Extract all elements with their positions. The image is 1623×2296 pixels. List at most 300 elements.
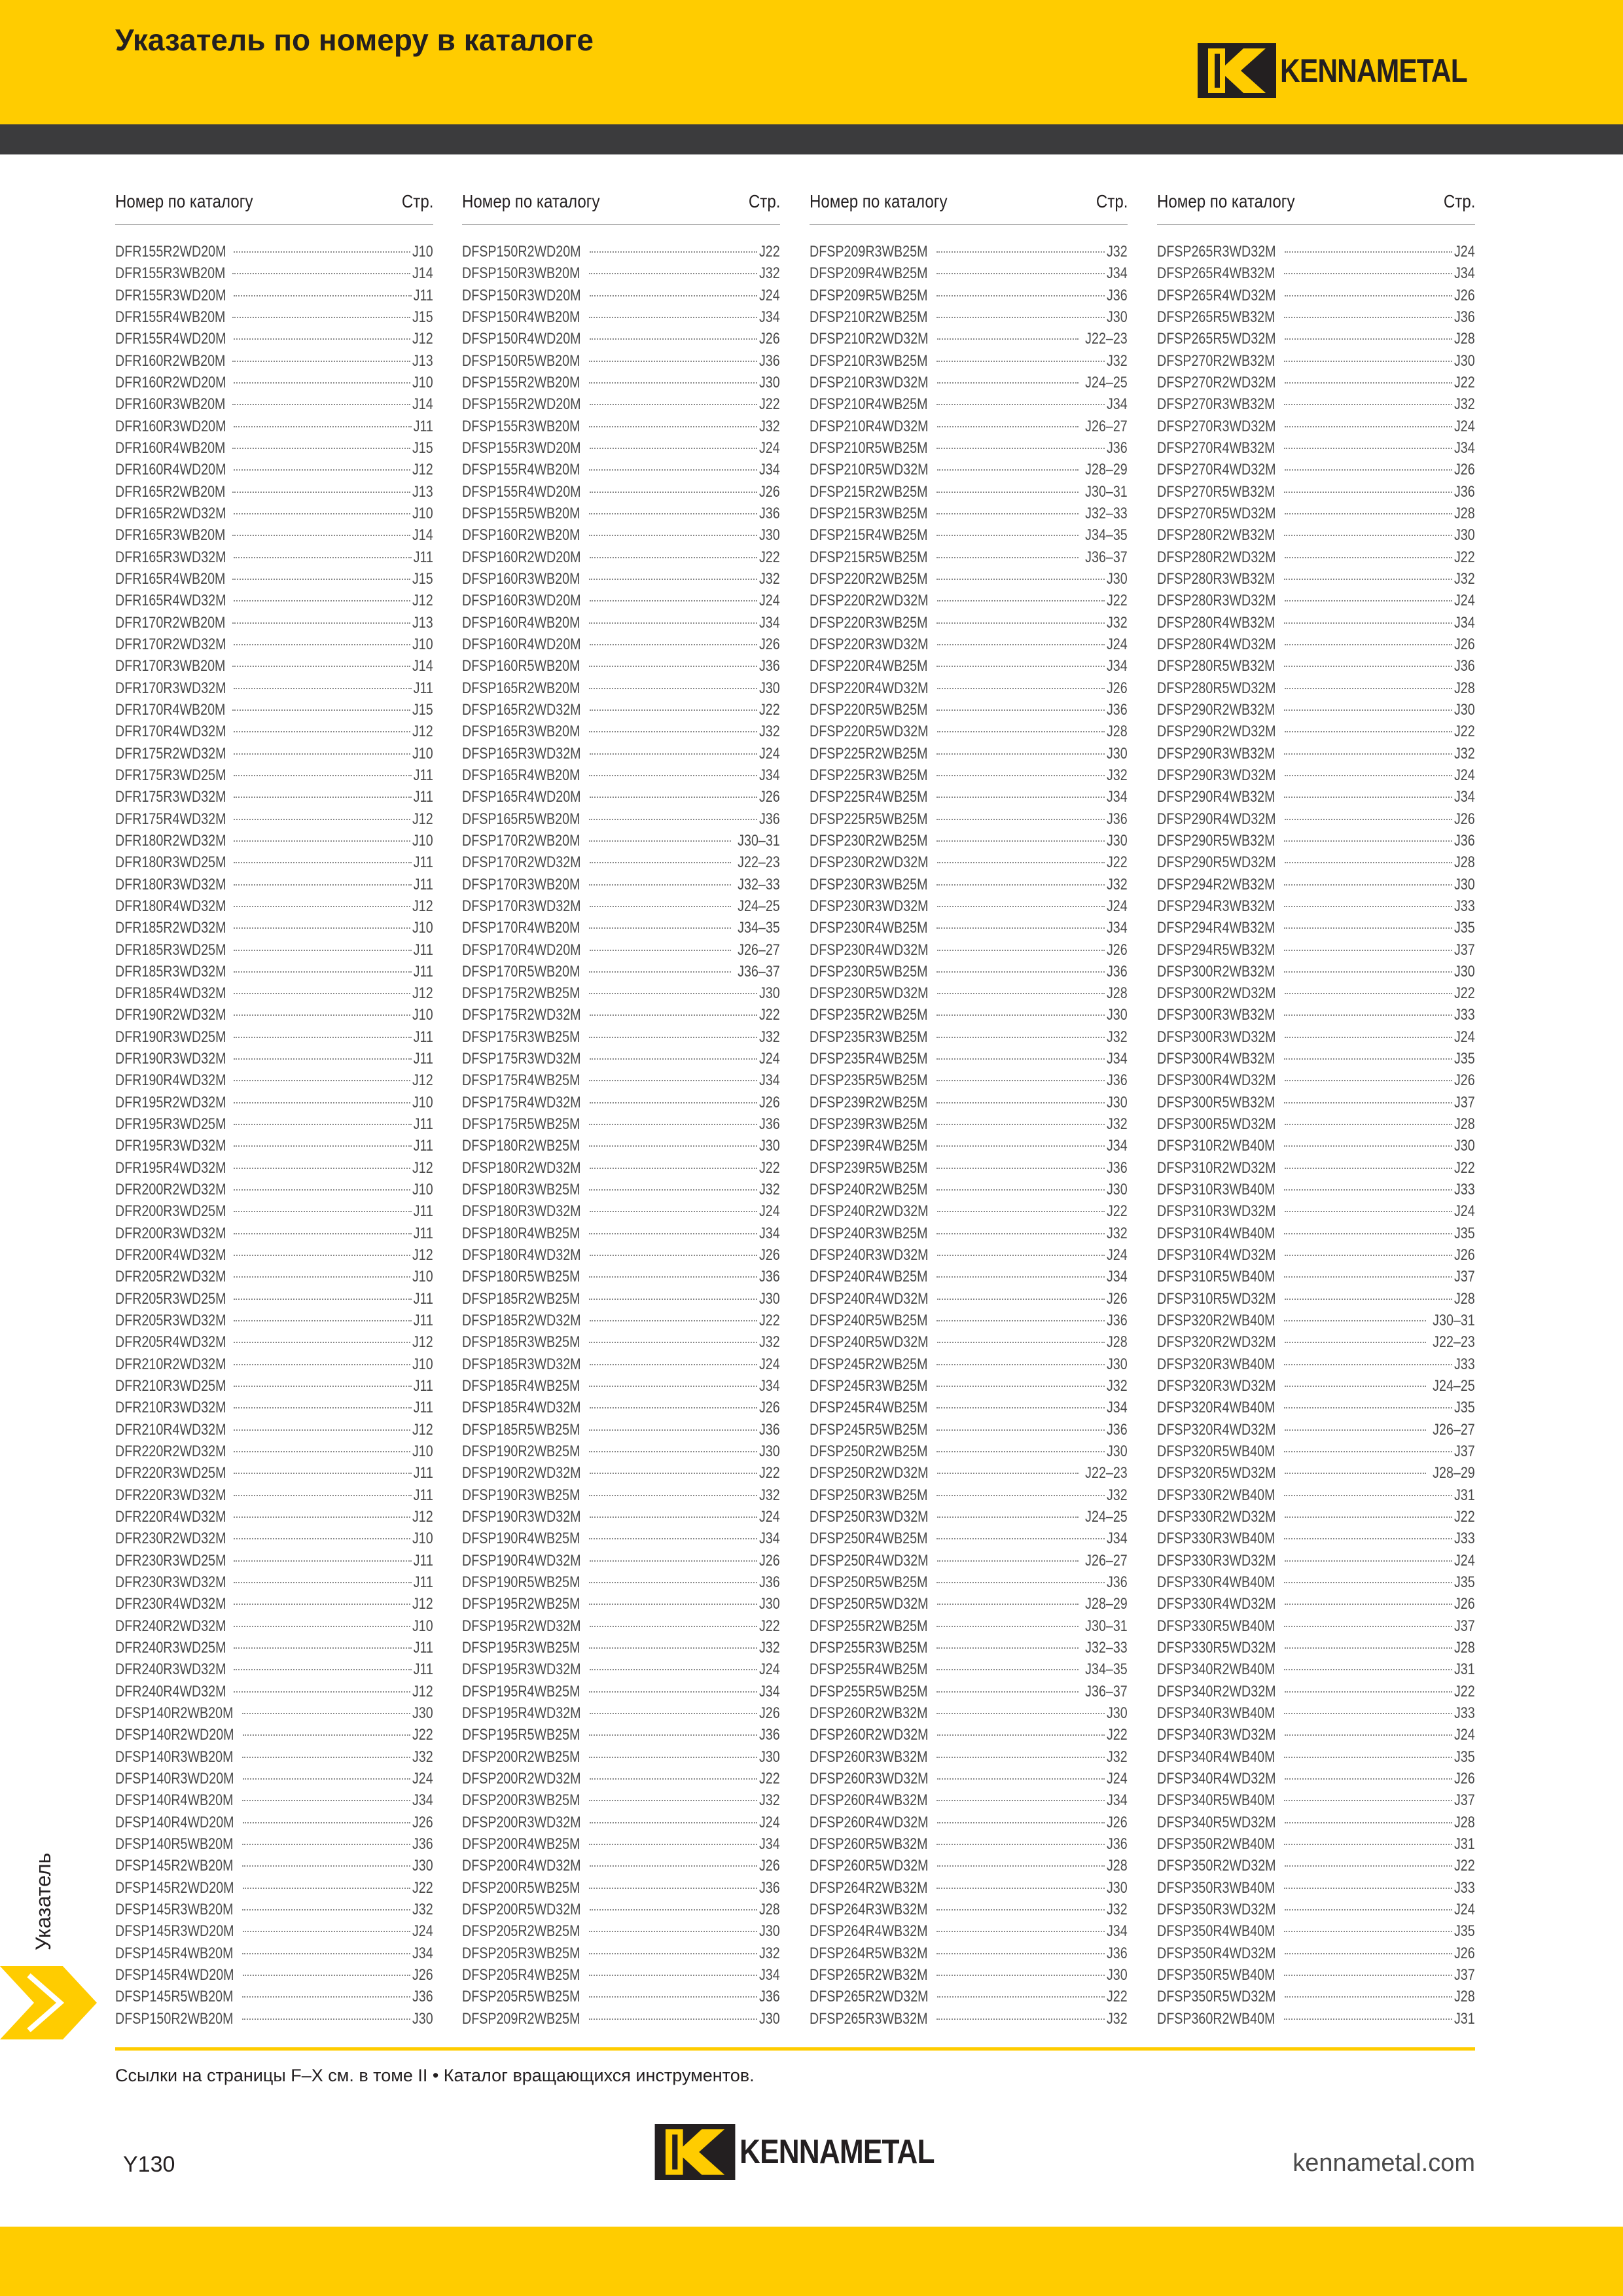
page-reference: J35 [1454, 1224, 1475, 1242]
catalog-number: DFSP180R2WB25M [462, 1137, 580, 1155]
index-entry [115, 852, 433, 873]
index-entry [462, 1789, 780, 1811]
index-entry [462, 1113, 780, 1135]
page-reference: J36 [759, 1115, 780, 1134]
page-reference: J34 [759, 1965, 780, 1984]
index-entry [1157, 1004, 1475, 1026]
dot-leader [1284, 1014, 1452, 1016]
dot-leader [589, 382, 757, 384]
page-reference: J32 [1107, 243, 1128, 260]
catalog-number: DFSP160R2WD20M [462, 548, 581, 566]
index-entry [1157, 1855, 1475, 1876]
page-reference: J34 [1107, 1137, 1128, 1155]
page-reference: J32 [412, 1748, 433, 1766]
catalog-number: DFSP170R4WD20M [462, 941, 581, 959]
page-reference: J24 [759, 439, 780, 457]
index-entry [115, 1550, 433, 1571]
page-reference: J36 [1107, 810, 1128, 828]
dot-leader [1285, 1255, 1452, 1256]
dot-leader [234, 1516, 411, 1518]
index-entry [462, 1855, 780, 1876]
index-entry [1157, 961, 1475, 982]
index-entry [462, 1354, 780, 1375]
catalog-number: DFSP250R3WD32M [810, 1508, 929, 1526]
index-entry [810, 1026, 1128, 1048]
index-entry [810, 547, 1128, 568]
dot-leader [589, 1734, 757, 1736]
dot-leader [1284, 1844, 1452, 1845]
page-reference: J33 [1454, 1704, 1475, 1722]
index-entry [115, 895, 433, 917]
page-reference: J30–31 [1085, 1617, 1128, 1635]
catalog-number: DFSP185R2WD32M [462, 1312, 581, 1330]
index-entry [462, 1920, 780, 1942]
page-reference: J24 [1454, 1028, 1475, 1046]
catalog-number: DFR195R3WD32M [115, 1137, 226, 1155]
catalog-number: DFSP180R2WD32M [462, 1158, 581, 1177]
dot-leader [589, 1145, 757, 1147]
index-entry [810, 1943, 1128, 1964]
catalog-number: DFSP310R3WD32M [1157, 1202, 1276, 1221]
catalog-number: DFSP270R2WD32M [1157, 373, 1276, 391]
page-reference: J30 [759, 679, 780, 697]
page-reference: J12 [412, 1420, 433, 1439]
page-reference: J36 [1454, 308, 1475, 326]
index-entry [115, 1506, 433, 1528]
catalog-number: DFSP230R3WD32M [810, 897, 929, 915]
dot-leader [590, 644, 757, 645]
page-reference: J12 [412, 1246, 433, 1265]
index-entry [462, 1528, 780, 1549]
dot-leader [234, 1538, 411, 1539]
page-reference: J26–27 [1085, 417, 1128, 435]
website-link[interactable]: kennametal.com [1293, 2149, 1475, 2177]
page-reference: J24 [759, 1355, 780, 1373]
index-entry [1157, 1135, 1475, 1157]
code-header: Номер по каталогу [115, 191, 253, 211]
index-entry [810, 416, 1128, 437]
page-reference: J22 [759, 1158, 780, 1177]
catalog-number: DFSP290R2WD32M [1157, 723, 1276, 741]
index-entry [810, 590, 1128, 611]
dot-leader [589, 622, 757, 624]
page-reference: J32 [1107, 1028, 1128, 1046]
dot-leader [234, 753, 411, 755]
catalog-number: DFSP340R5WB40M [1157, 1791, 1275, 1810]
catalog-number: DFSP185R2WB25M [462, 1289, 580, 1308]
page-reference: J24 [1454, 766, 1475, 784]
page-reference: J34–35 [1085, 526, 1128, 545]
catalog-number: DFSP155R3WB20M [462, 417, 580, 435]
index-entry [810, 328, 1128, 350]
index-entry [810, 1615, 1128, 1637]
catalog-number: DFSP220R3WB25M [810, 613, 928, 632]
dot-leader [936, 492, 1079, 493]
catalog-number: DFSP230R5WB25M [810, 962, 928, 980]
page-reference: J32 [759, 1028, 780, 1046]
page-reference: J10 [412, 1006, 433, 1024]
catalog-number: DFSP330R2WD32M [1157, 1508, 1276, 1526]
page-reference: J34–35 [1085, 1660, 1128, 1679]
page-reference: J12 [412, 330, 433, 348]
index-entry [115, 1789, 433, 1811]
catalog-number: DFSP155R5WB20M [462, 504, 580, 522]
index-entry [1157, 852, 1475, 873]
dot-leader [1284, 1364, 1452, 1365]
page-reference: J22–23 [1085, 330, 1128, 348]
dot-leader [1285, 338, 1452, 340]
dot-leader [589, 993, 757, 994]
index-entry [1157, 524, 1475, 546]
page-reference: J12 [412, 1333, 433, 1352]
index-entry [462, 503, 780, 524]
index-entry [115, 1964, 433, 1986]
index-entry [810, 852, 1128, 873]
page-reference: J26 [412, 1813, 433, 1831]
catalog-number: DFR160R4WB20M [115, 439, 226, 457]
dot-leader [936, 1757, 1105, 1758]
page-reference: J22–23 [1085, 1464, 1128, 1482]
catalog-number: DFSP300R4WD32M [1157, 1071, 1276, 1090]
catalog-number: DFSP140R3WD20M [115, 1769, 234, 1787]
page-reference: J34 [759, 308, 780, 326]
index-entry [462, 721, 780, 742]
dot-leader [1285, 1516, 1452, 1518]
dot-leader [1285, 469, 1452, 471]
page-reference: J22 [412, 1878, 433, 1897]
page-reference: J36 [759, 657, 780, 675]
catalog-number: DFSP180R5WB25M [462, 1268, 580, 1286]
catalog-number: DFR200R3WD32M [115, 1224, 226, 1242]
page-reference: J34 [1454, 613, 1475, 632]
dot-leader [936, 1364, 1105, 1365]
dot-leader [589, 2018, 757, 2020]
page-reference: J10 [412, 504, 433, 522]
page-reference: J28 [1454, 679, 1475, 697]
page-reference: J34 [759, 766, 780, 784]
dot-leader [1285, 1429, 1426, 1431]
page-reference: J32 [1107, 1377, 1128, 1395]
dot-leader [589, 579, 757, 580]
footer-band [0, 2227, 1623, 2296]
catalog-number: DFSP150R2WB20M [115, 2009, 234, 2028]
dot-leader [234, 1626, 411, 1627]
page-reference: J30 [1107, 831, 1128, 850]
page-reference: J11 [413, 1377, 433, 1395]
index-entry [810, 1354, 1128, 1375]
catalog-number: DFR205R3WD32M [115, 1312, 226, 1330]
index-entry [462, 1964, 780, 1986]
index-entry [810, 1789, 1128, 1811]
page-reference: J13 [412, 482, 433, 501]
index-entry [1157, 655, 1475, 677]
page-reference: J10 [412, 1093, 433, 1111]
catalog-number: DFSP175R2WB25M [462, 984, 580, 1003]
page-reference: J33 [1454, 1181, 1475, 1199]
index-entry [810, 1899, 1128, 1920]
page-reference: J34 [1107, 395, 1128, 414]
index-entry [1157, 328, 1475, 350]
page-reference: J24–25 [1433, 1377, 1475, 1395]
catalog-number: DFSP230R4WB25M [810, 919, 928, 937]
page-reference: J34 [1107, 788, 1128, 806]
page-reference: J24 [759, 1050, 780, 1068]
page-reference: J36 [759, 1726, 780, 1744]
index-entry [810, 895, 1128, 917]
page-reference: J10 [412, 1181, 433, 1199]
catalog-number: DFSP265R5WD32M [1157, 330, 1276, 348]
catalog-number: DFSP230R2WD32M [810, 853, 929, 872]
page-reference: J22 [1454, 373, 1475, 391]
catalog-number: DFSP270R3WB32M [1157, 395, 1275, 414]
page-reference: J11 [413, 1399, 433, 1417]
catalog-number: DFR220R4WD32M [115, 1508, 226, 1526]
page-reference: J11 [413, 1202, 433, 1221]
index-entry [462, 1637, 780, 1659]
index-entry [115, 1048, 433, 1069]
catalog-number: DFSP290R2WB32M [1157, 700, 1275, 719]
page-reference: J30 [759, 1595, 780, 1613]
dot-leader [590, 1168, 757, 1169]
dot-leader [1284, 1320, 1426, 1321]
index-entry [810, 917, 1128, 939]
page-reference: J32–33 [1085, 504, 1128, 522]
dot-leader [1284, 927, 1452, 929]
catalog-number: DFSP185R3WD32M [462, 1355, 581, 1373]
index-entry [115, 1069, 433, 1091]
index-entry [810, 1135, 1128, 1157]
index-entry [462, 917, 780, 939]
index-entry [462, 1135, 780, 1157]
page-reference: J10 [412, 919, 433, 937]
catalog-number: DFSP330R2WB40M [1157, 1486, 1275, 1504]
index-entry [810, 503, 1128, 524]
dot-leader [234, 600, 411, 601]
catalog-number: DFSP210R2WD32M [810, 330, 929, 348]
page-reference: J34 [1107, 264, 1128, 283]
index-entry [1157, 1331, 1475, 1353]
catalog-number: DFSP150R3WB20M [462, 264, 580, 283]
catalog-number: DFSP175R2WD32M [462, 1006, 581, 1024]
dot-leader [1285, 1822, 1452, 1823]
page-reference: J12 [412, 723, 433, 741]
index-entry [1157, 1877, 1475, 1899]
page-reference: J24 [1107, 897, 1128, 915]
page-reference: J26 [1454, 1071, 1475, 1090]
index-entry [462, 895, 780, 917]
dot-leader [936, 1713, 1105, 1714]
page-reference: J24 [1107, 1769, 1128, 1787]
index-entry [462, 1746, 780, 1768]
index-entry [1157, 437, 1475, 459]
catalog-number: DFSP235R5WB25M [810, 1071, 928, 1090]
index-entry [810, 612, 1128, 634]
index-entry [115, 1397, 433, 1418]
page-reference: J22 [1107, 1726, 1128, 1744]
dot-leader [1285, 1168, 1452, 1169]
index-entry [810, 1331, 1128, 1353]
page-title: Указатель по номеру в каталоге [115, 23, 594, 57]
catalog-number: DFSP310R3WB40M [1157, 1181, 1275, 1199]
index-entry [1157, 2008, 1475, 2030]
page-reference: J33 [1454, 1006, 1475, 1024]
catalog-number: DFSP200R3WB25M [462, 1791, 580, 1810]
page-reference: J22 [1454, 1857, 1475, 1875]
index-entry [462, 1506, 780, 1528]
dot-leader [590, 492, 757, 493]
catalog-number: DFR190R3WD25M [115, 1028, 226, 1046]
page-reference: J11 [413, 941, 433, 959]
index-entry [462, 874, 780, 895]
column-header [810, 191, 1128, 225]
dot-leader [1284, 1538, 1452, 1539]
index-entry [462, 1593, 780, 1615]
dot-leader [1285, 1647, 1452, 1649]
catalog-number: DFSP235R2WB25M [810, 1006, 928, 1024]
dot-leader [234, 1124, 412, 1125]
catalog-number: DFSP294R4WB32M [1157, 919, 1275, 937]
page-reference: J26 [759, 635, 780, 653]
page-reference: J34 [759, 613, 780, 632]
page-reference: J24 [1454, 1202, 1475, 1221]
page-reference: J36 [1107, 1312, 1128, 1330]
index-entry [810, 939, 1128, 961]
code-header: Номер по каталогу [810, 191, 948, 211]
index-entry [810, 1244, 1128, 1266]
page-reference: J22 [1107, 592, 1128, 610]
catalog-number: DFSP185R4WD32M [462, 1399, 581, 1417]
catalog-number: DFSP290R5WD32M [1157, 853, 1276, 872]
kennametal-k-icon [1198, 43, 1276, 98]
page-reference: J13 [412, 613, 433, 632]
page-reference: J30 [1107, 308, 1128, 326]
catalog-number: DFSP245R5WB25M [810, 1420, 928, 1439]
page-reference: J22 [1107, 853, 1128, 872]
dot-leader [232, 273, 410, 274]
catalog-number: DFSP195R5WB25M [462, 1726, 580, 1744]
dot-leader [243, 1734, 410, 1736]
catalog-number: DFSP330R4WD32M [1157, 1595, 1276, 1613]
dot-leader [1284, 1713, 1452, 1714]
catalog-number: DFR205R2WD32M [115, 1268, 226, 1286]
page-reference: J26 [1107, 941, 1128, 959]
index-entry [810, 1200, 1128, 1222]
catalog-number: DFSP145R5WB20M [115, 1988, 234, 2006]
dot-leader [936, 1800, 1105, 1801]
index-entry [1157, 459, 1475, 480]
dot-leader [590, 295, 757, 296]
page-reference: J11 [413, 679, 433, 697]
index-entry [115, 350, 433, 372]
page-reference: J31 [1454, 1660, 1475, 1679]
page-reference: J30 [759, 1748, 780, 1766]
index-entry [810, 568, 1128, 590]
index-entry [1157, 1266, 1475, 1287]
index-entry [115, 1528, 433, 1549]
footnote: Ссылки на страницы F–X см. в томе II • Каталог вращающихся инструментов. [115, 2066, 755, 2085]
catalog-number: DFSP350R4WD32M [1157, 1944, 1276, 1962]
page-reference: J12 [412, 897, 433, 915]
page-reference: J11 [413, 1289, 433, 1308]
catalog-number: DFSP290R3WB32M [1157, 744, 1275, 762]
dot-leader [589, 775, 757, 776]
page-reference: J32 [1107, 875, 1128, 893]
catalog-number: DFSP140R2WB20M [115, 1704, 234, 1722]
page-reference: J32 [412, 1900, 433, 1918]
catalog-number: DFSP255R4WB25M [810, 1660, 928, 1679]
page-reference: J31 [1454, 2009, 1475, 2028]
page-reference: J30 [1454, 962, 1475, 980]
catalog-number: DFR165R4WD32M [115, 592, 226, 610]
catalog-number: DFSP235R3WB25M [810, 1028, 928, 1046]
dot-leader [937, 906, 1105, 907]
page-reference: J28 [1107, 1333, 1128, 1352]
catalog-number: DFR165R2WB20M [115, 482, 226, 501]
index-entry [1157, 1637, 1475, 1659]
index-entry [1157, 416, 1475, 437]
dot-leader [1285, 1604, 1452, 1605]
catalog-number: DFSP340R2WD32M [1157, 1682, 1276, 1700]
page-reference: J34 [759, 1377, 780, 1395]
index-entry [462, 1004, 780, 1026]
dot-leader [590, 1516, 757, 1518]
catalog-number: DFSP165R4WD20M [462, 788, 581, 806]
page-reference: J26–27 [738, 941, 780, 959]
page-reference: J26 [759, 1704, 780, 1722]
page-reference: J31 [1454, 1486, 1475, 1504]
dot-leader [1285, 1473, 1426, 1474]
catalog-number: DFR155R3WB20M [115, 264, 226, 283]
catalog-number: DFSP300R3WD32M [1157, 1028, 1276, 1046]
page-header: Стр. [748, 191, 780, 211]
index-entry [810, 743, 1128, 764]
dot-leader [936, 1386, 1105, 1387]
dot-leader [1285, 1691, 1452, 1693]
dot-leader [1285, 1909, 1452, 1910]
index-entry [462, 1310, 780, 1331]
index-entry [1157, 1702, 1475, 1724]
dot-leader [234, 1037, 412, 1038]
catalog-number: DFR200R2WD32M [115, 1181, 226, 1199]
index-entry [462, 1375, 780, 1397]
catalog-number: DFSP150R5WB20M [462, 351, 580, 370]
dot-leader [1285, 1037, 1452, 1038]
dot-leader [936, 1320, 1105, 1321]
catalog-number: DFR195R3WD25M [115, 1115, 226, 1134]
dot-leader [937, 862, 1105, 863]
page-reference: J30 [759, 2009, 780, 2028]
page-reference: J26 [759, 1551, 780, 1570]
dot-leader [234, 731, 411, 732]
index-entry [115, 634, 433, 655]
index-entry [462, 1419, 780, 1441]
page-reference: J11 [413, 1464, 433, 1482]
index-entry [115, 262, 433, 284]
catalog-number: DFSP260R5WB32M [810, 1835, 928, 1853]
catalog-number: DFSP165R5WB20M [462, 810, 580, 828]
page-reference: J12 [412, 1158, 433, 1177]
dot-leader [589, 1996, 757, 1998]
page-reference: J30 [1107, 1443, 1128, 1461]
catalog-number: DFSP160R2WB20M [462, 526, 580, 545]
catalog-number: DFR230R2WD32M [115, 1530, 226, 1548]
page-reference: J24 [1454, 592, 1475, 610]
catalog-number: DFSP209R3WB25M [810, 243, 928, 260]
dot-leader [936, 1429, 1105, 1431]
catalog-number: DFSP160R4WB20M [462, 613, 580, 632]
side-tab-label: Указатель [31, 1852, 55, 1950]
catalog-number: DFR160R3WD20M [115, 417, 226, 435]
